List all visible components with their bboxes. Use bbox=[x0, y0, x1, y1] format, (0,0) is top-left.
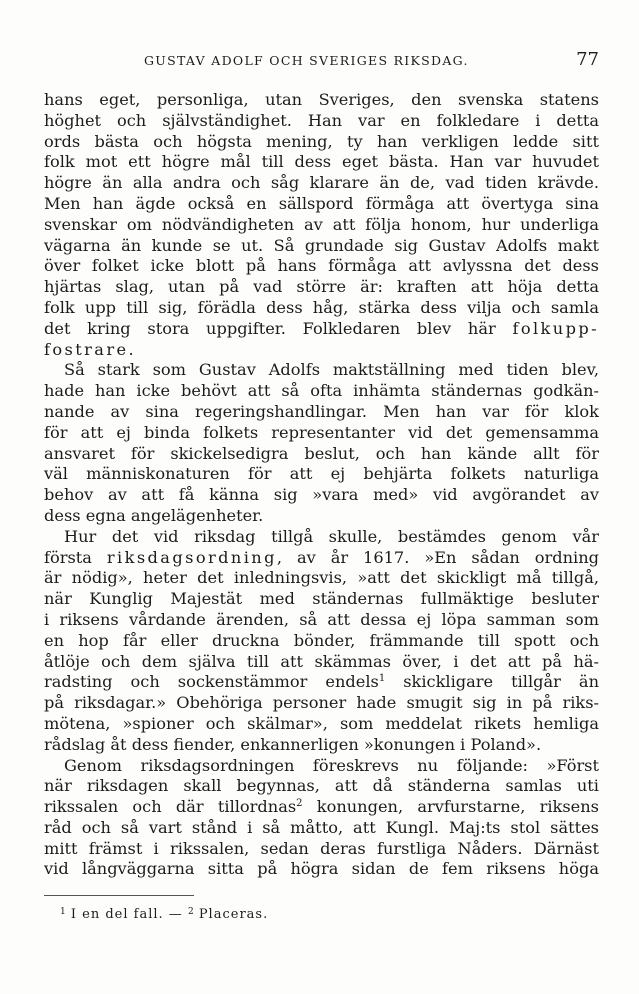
text-line: för att ej binda folkets representanter vid det gemensamma bbox=[44, 422, 599, 442]
text-line: på riksdagar.» Obehöriga personer hade smugit sig in på riks- bbox=[44, 693, 599, 713]
footnote-divider bbox=[44, 895, 194, 896]
text-line: i riksens vårdande ärenden, så att dessa ej löpa samman som bbox=[44, 609, 599, 629]
text-line: ords bästa och högsta mening, ty han verkligen ledde sitt bbox=[44, 131, 599, 151]
text-line: Så stark som Gustav Adolfs maktställning med tiden blev, bbox=[64, 360, 599, 380]
text-line: folk upp till sig, förädla dess håg, stärka dess vilja och samla bbox=[44, 297, 599, 317]
text-line: ansvaret för skickelsedigra beslut, och han kände allt för bbox=[44, 443, 599, 463]
text-segment: första bbox=[44, 547, 92, 567]
text-line: dess egna angelägenheter. bbox=[44, 505, 264, 525]
footnote-ref: 2 bbox=[296, 798, 303, 810]
footnote-marker: 2 bbox=[187, 907, 194, 917]
text-line: när Kunglig Majestät med ständernas fullmäktige besluter bbox=[44, 589, 599, 609]
text-line: över folket icke blott på hans förmåga att avlyssna det dess bbox=[44, 256, 599, 276]
text-line: svenskar om nödvändigheten av att följa honom, hur underliga bbox=[44, 214, 599, 234]
text-line: när riksdagen skall begynnas, att då ständerna samlas uti bbox=[44, 776, 599, 796]
body-text bbox=[44, 90, 599, 880]
text-segment: konungen, arvfurstarne, riksens bbox=[302, 797, 599, 817]
text-line: väl människonaturen för att ej behjärta folkets naturliga bbox=[44, 464, 599, 484]
spaced-emphasis: fostrare bbox=[44, 339, 129, 359]
text-segment: radsting och sockenstämmor endels bbox=[44, 672, 379, 692]
text-line: vägarna än kunde se ut. Så grundade sig Gustav Adolfs makt bbox=[44, 235, 599, 255]
text-line bbox=[44, 340, 599, 361]
text-line: Genom riksdagsordningen föreskrevs nu följande: »Först bbox=[64, 755, 599, 775]
text-line: råd och så vart stånd i så måtto, att Kungl. Maj:ts stol sättes bbox=[44, 817, 599, 837]
text-line: högre än alla andra och såg klarare än de, vad tiden krävde. bbox=[44, 173, 599, 193]
text-line bbox=[44, 548, 599, 569]
text-line: behov av att få känna sig »vara med» vid avgörandet av bbox=[44, 485, 599, 505]
spaced-emphasis: folkupp- bbox=[512, 318, 599, 338]
footnote-text: Placeras. bbox=[198, 907, 269, 922]
text-segment: . bbox=[128, 339, 134, 359]
text-line bbox=[44, 797, 599, 818]
text-line: vid långväggarna sitta på högra sidan de fem riksens höga bbox=[44, 859, 599, 879]
text-line: nande av sina regeringshandlingar. Men han var för klok bbox=[44, 401, 599, 421]
footnote-text: I en del fall. — bbox=[70, 907, 183, 922]
text-line: Men han ägde också en sällspord förmåga att övertyga sina bbox=[44, 193, 599, 213]
text-line: åtlöje och dem själva till att skämmas över, i det att på hä- bbox=[44, 651, 599, 671]
text-segment: skickligare tillgår än bbox=[385, 672, 599, 692]
running-head: GUSTAV ADOLF OCH SVERIGES RIKSDAG. bbox=[144, 53, 469, 68]
text-segment: rikssalen och där tillordnas bbox=[44, 797, 297, 817]
text-line: hade han icke behövt att så ofta inhämta ständernas godkän- bbox=[44, 381, 599, 401]
footnotes bbox=[60, 906, 268, 924]
text-line bbox=[44, 319, 599, 340]
spaced-emphasis: riksdagsordning bbox=[106, 547, 277, 567]
text-line bbox=[44, 672, 599, 693]
page-header bbox=[44, 50, 599, 72]
footnote-ref: 1 bbox=[378, 673, 386, 685]
footnote-marker: 1 bbox=[60, 907, 66, 917]
page-number: 77 bbox=[576, 49, 599, 70]
text-line: rådslag åt dess fiender, enkannerligen »konungen i Poland». bbox=[44, 734, 542, 754]
text-line: Hur det vid riksdag tillgå skulle, bestämdes genom vår bbox=[64, 526, 599, 546]
text-line: är nödig», heter det inledningsvis, »att det skickligt må tillgå, bbox=[44, 568, 599, 588]
text-segment: , av år 1617. »En sådan ordning bbox=[276, 547, 599, 567]
text-line: mitt främst i rikssalen, sedan deras furstliga Nåders. Därnäst bbox=[44, 838, 599, 858]
text-line: hjärtas slag, utan på vad större är: kraften att höja detta bbox=[44, 277, 599, 297]
text-line: en hop får eller druckna bönder, främmande till spott och bbox=[44, 630, 599, 650]
text-line: hans eget, personliga, utan Sveriges, den svenska statens bbox=[44, 90, 599, 109]
text-line: höghet och självständighet. Han var en folkledare i detta bbox=[44, 110, 599, 130]
text-line: mötena, »spioner och skälmar», som meddelat rikets hemliga bbox=[44, 713, 599, 733]
text-segment: det kring stora uppgifter. Folkledaren blev här bbox=[44, 318, 496, 338]
text-line: folk mot ett högre mål till dess eget bästa. Han var huvudet bbox=[44, 152, 599, 172]
